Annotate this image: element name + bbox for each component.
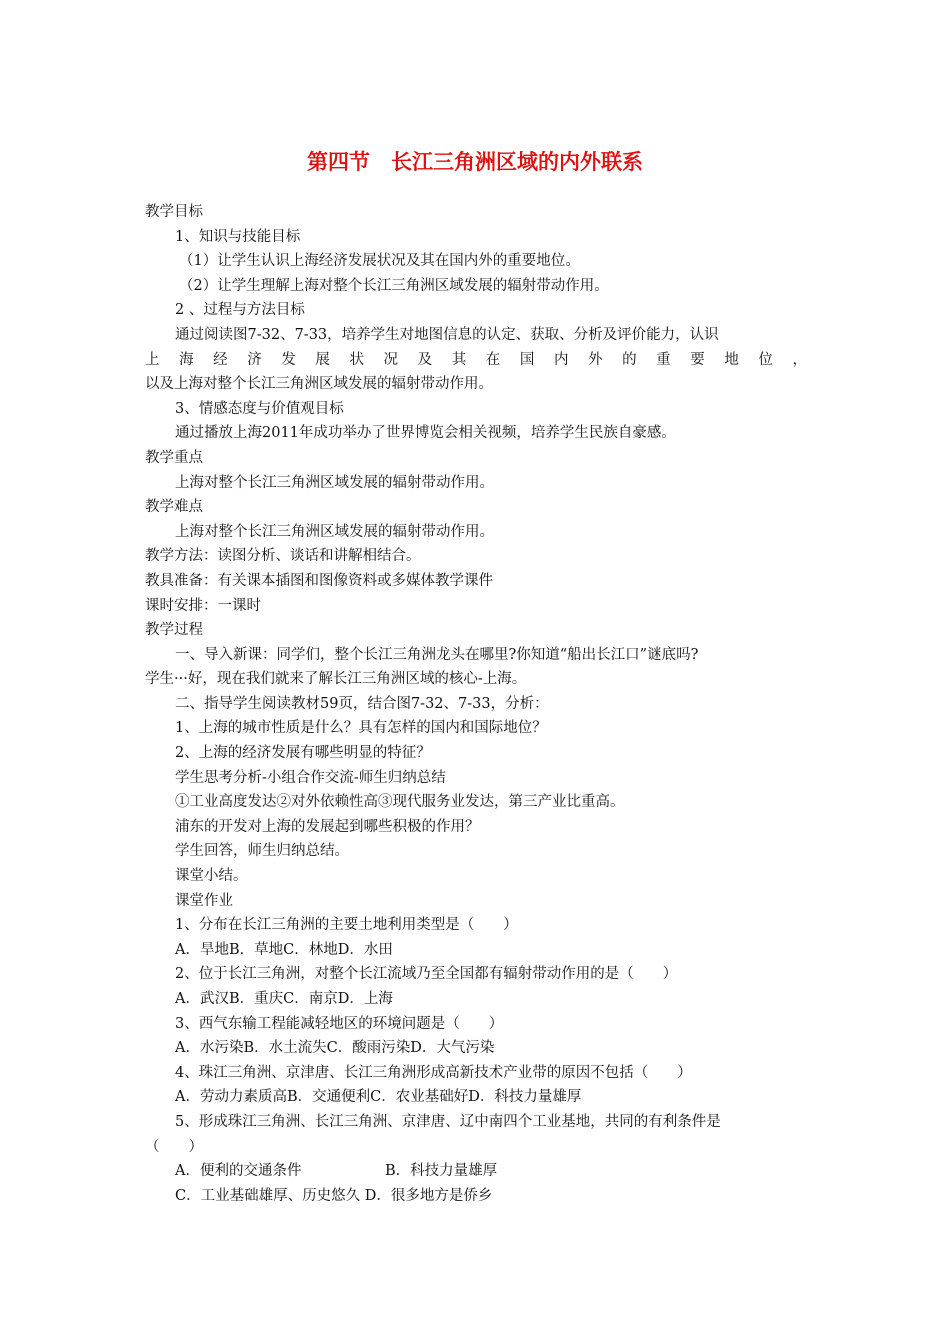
exercise-options: [145, 1159, 807, 1184]
section-heading: 教学目标: [145, 204, 203, 220]
paragraph: 教学方法：读图分析、谈话和讲解相结合。: [145, 548, 421, 565]
paragraph: 上海对整个长江三角洲区域发展的辐射带动作用。: [175, 523, 494, 540]
char: 上: [145, 351, 160, 368]
paragraph: 学生···好，现在我们就来了解长江三角洲区域的核心-上海。: [145, 671, 527, 688]
char: 状: [349, 351, 364, 368]
exercise-question: （ ）: [145, 1138, 203, 1155]
char: 其: [451, 351, 467, 368]
paragraph: 学生回答，师生归纳总结。: [175, 843, 349, 860]
exercise-options: A．旱地B．草地C．林地D．水田: [175, 941, 393, 958]
exercise-options: A．劳动力素质高B．交通便利C．农业基础好D．科技力量雄厚: [175, 1089, 582, 1106]
char: 况: [383, 351, 399, 368]
subheading: 2 、过程与方法目标: [175, 302, 305, 319]
char: 海: [179, 351, 194, 368]
char: 及: [417, 351, 433, 368]
section-heading: 教学过程: [145, 622, 203, 639]
exercise-question: 3、西气东输工程能减轻地区的环境问题是（ ）: [175, 1015, 504, 1032]
char: 外: [588, 351, 603, 368]
char: 国: [519, 351, 535, 368]
paragraph: 二、指导学生阅读教材59页，结合图7-32、7-33，分析：: [175, 695, 549, 712]
char: 地: [724, 351, 739, 368]
subheading: 3、情感态度与价值观目标: [175, 400, 344, 417]
char: 重: [656, 351, 671, 368]
char: 的: [622, 351, 637, 368]
paragraph: （2）让学生理解上海对整个长江三角洲区域发展的辐射带动作用。: [179, 277, 609, 294]
paragraph: 课堂小结。: [175, 868, 248, 885]
paragraph: （1）让学生认识上海经济发展状况及其在国内外的重要地位。: [179, 253, 580, 270]
char: 济: [247, 351, 262, 368]
paragraph: 课时安排：一课时: [145, 597, 261, 614]
char: 发: [281, 351, 296, 368]
exercise-options: C．工业基础雄厚、历史悠久 D．很多地方是侨乡: [175, 1187, 493, 1204]
section-heading: 教学难点: [145, 499, 203, 516]
exercise-options: A．武汉B．重庆C．南京D．上海: [175, 991, 393, 1007]
char: 经: [213, 351, 228, 368]
paragraph: 以及上海对整个长江三角洲区域发展的辐射带动作用。: [145, 376, 493, 393]
question: 2、上海的经济发展有哪些明显的特征？: [175, 745, 431, 762]
section-heading: 教学重点: [145, 449, 203, 466]
paragraph: 教具准备：有关课本插图和图像资料或多媒体教学课件: [145, 572, 493, 589]
paragraph: 通过播放上海2011年成功举办了世界博览会相关视频，培养学生民族自豪感。: [175, 425, 676, 442]
exercise-question: 2、位于长江三角洲，对整个长江流域乃至全国都有辐射带动作用的是（ ）: [175, 966, 678, 983]
paragraph: 通过阅读图7-32、7-33，培养学生对地图信息的认定、获取、分析及评价能力，认识: [175, 326, 719, 343]
subheading: 课堂作业: [175, 892, 233, 909]
document-body: [145, 200, 807, 1208]
justified-line: [145, 348, 807, 373]
char: ，: [792, 351, 807, 368]
paragraph: 一、导入新课：同学们，整个长江三角洲龙头在哪里?你知道“船出长江口”谜底吗?: [175, 646, 699, 663]
exercise-question: 1、分布在长江三角洲的主要土地利用类型是（ ）: [175, 917, 518, 934]
paragraph: 上海对整个长江三角洲区域发展的辐射带动作用。: [175, 474, 494, 491]
subheading: 1、知识与技能目标: [175, 228, 301, 245]
char: 展: [315, 351, 330, 368]
char: 位: [758, 351, 773, 368]
exercise-options: A．水污染B．水土流失C．酸雨污染D．大气污染: [175, 1040, 495, 1057]
char: 内: [553, 351, 569, 368]
exercise-question: 4、珠江三角洲、京津唐、长江三角洲形成高新技术产业带的原因不包括（ ）: [175, 1064, 692, 1081]
char: 在: [485, 351, 501, 368]
option-b: B．科技力量雄厚: [385, 1163, 498, 1180]
question: 浦东的开发对上海的发展起到哪些积极的作用？: [175, 818, 480, 835]
paragraph: ①工业高度发达②对外依赖性高③现代服务业发达，第三产业比重高。: [175, 794, 625, 811]
question: 1、上海的城市性质是什么？具有怎样的国内和国际地位？: [175, 720, 547, 737]
option-a: A．便利的交通条件: [175, 1163, 302, 1180]
page-title: 第四节 长江三角洲区域的内外联系: [307, 150, 643, 174]
char: 要: [690, 351, 705, 368]
paragraph: 学生思考分析-小组合作交流-师生归纳总结: [175, 769, 446, 786]
exercise-question: 5、形成珠江三角洲、长江三角洲、京津唐、辽中南四个工业基地，共同的有利条件是: [175, 1113, 721, 1130]
